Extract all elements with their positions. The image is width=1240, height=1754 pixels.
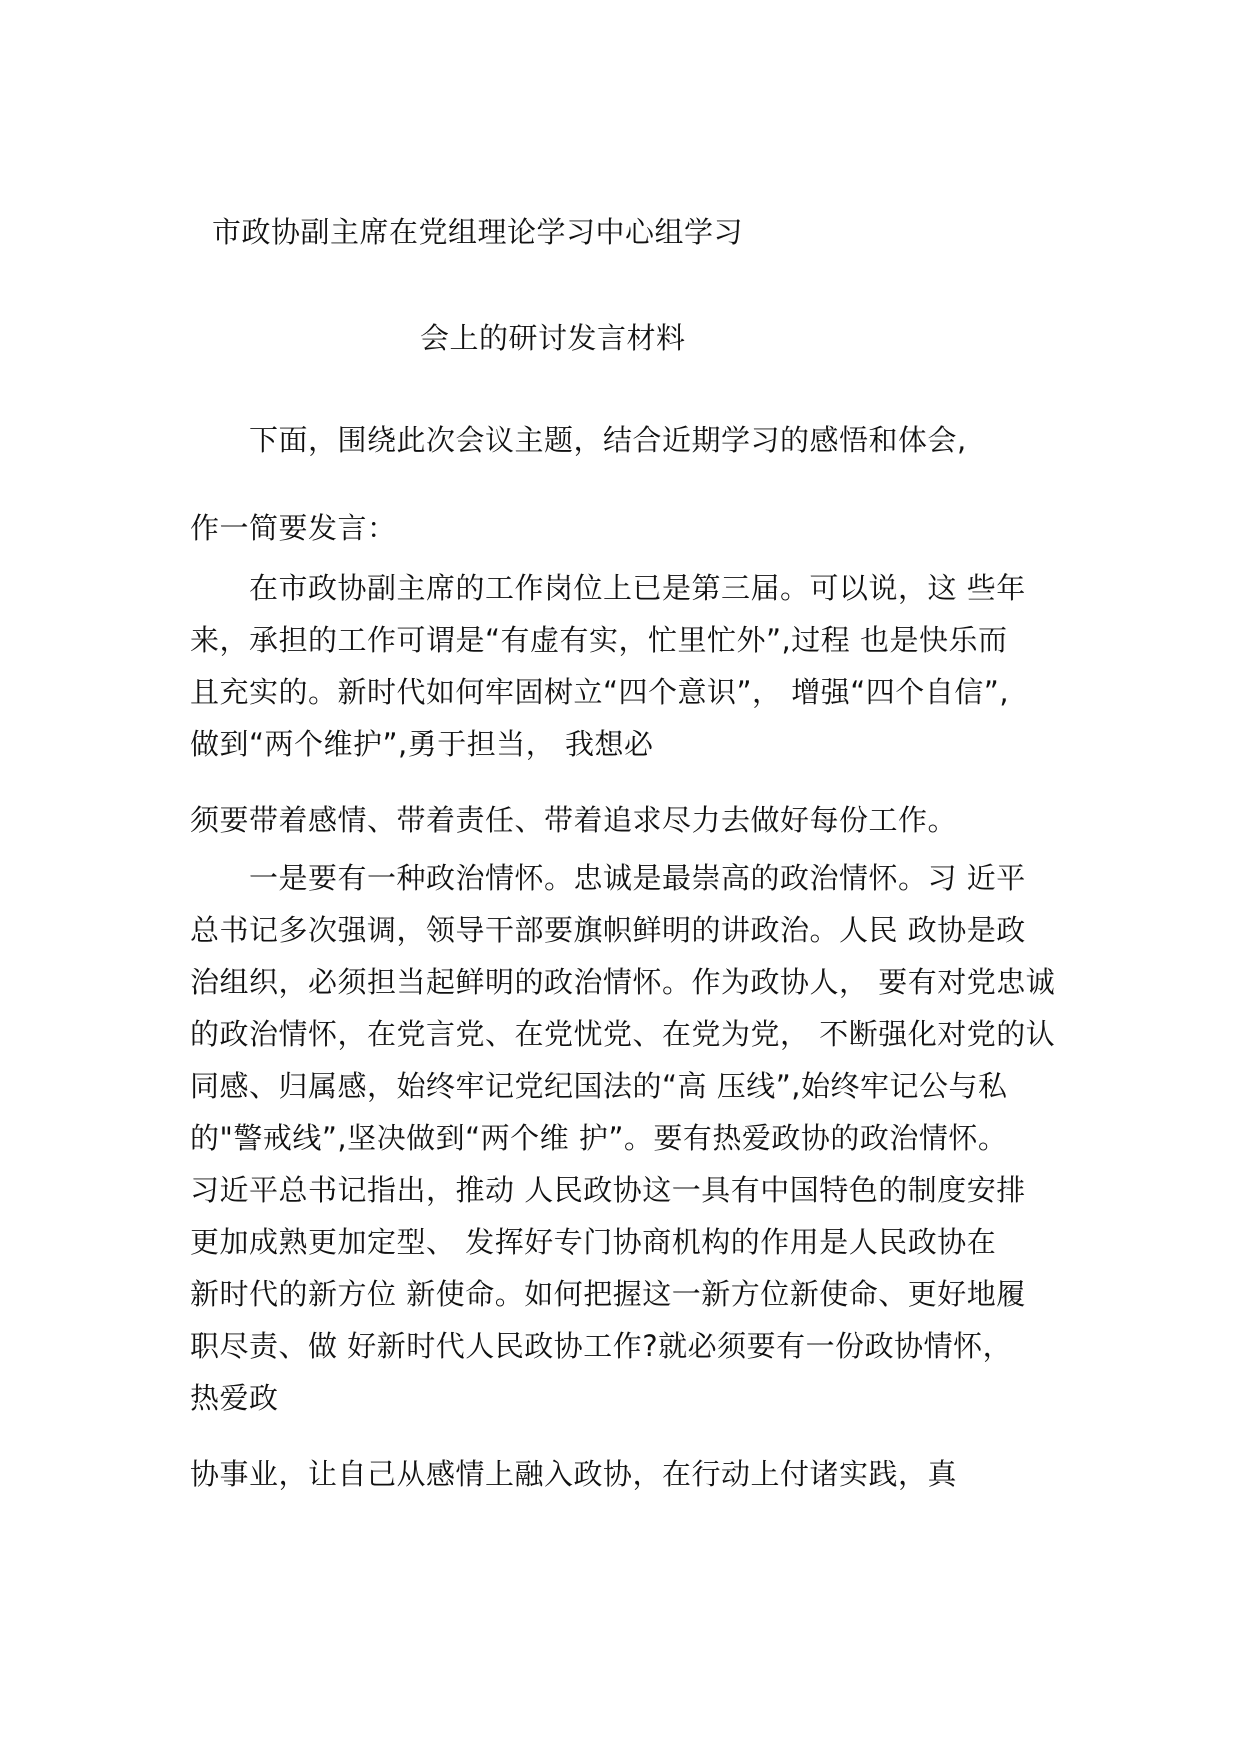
document-title-line-2: 会上的研讨发言材料: [420, 321, 686, 355]
body-line-8: 一是要有一种政治情怀。忠诚是最崇高的政治情怀。习 近平: [190, 861, 1026, 895]
body-line-4: 来，承担的工作可谓是“有虚有实，忙里忙外”,过程 也是快乐而: [190, 623, 1008, 657]
body-line-15: 更加成熟更加定型、 发挥好专门协商机构的作用是人民政协在: [190, 1225, 997, 1259]
body-line-17: 职尽责、做 好新时代人民政协工作?就必须要有一份政协情怀，: [190, 1329, 1013, 1363]
document-title-line-1: 市政协副主席在党组理论学习中心组学习: [212, 215, 744, 249]
body-line-3: 在市政协副主席的工作岗位上已是第三届。可以说，这 些年: [190, 571, 1026, 605]
body-line-6: 做到“两个维护”,勇于担当， 我想必: [190, 727, 654, 761]
body-line-7: 须要带着感情、带着责任、带着追求尽力去做好每份工作。: [190, 803, 958, 837]
body-line-16: 新时代的新方位 新使命。如何把握这一新方位新使命、更好地履: [190, 1277, 1026, 1311]
body-line-18: 热爱政: [190, 1381, 279, 1415]
body-line-5: 且充实的。新时代如何牢固树立“四个意识”， 增强“四个自信”,: [190, 675, 1010, 709]
body-line-19: 协事业，让自己从感情上融入政协，在行动上付诸实践，真: [190, 1457, 958, 1491]
body-line-12: 同感、归属感，始终牢记党纪国法的“高 压线”,始终牢记公与私: [190, 1069, 1008, 1103]
body-line-10: 治组织，必须担当起鲜明的政治情怀。作为政协人， 要有对党忠诚: [190, 965, 1056, 999]
body-line-14: 习近平总书记指出，推动 人民政协这一具有中国特色的制度安排: [190, 1173, 1026, 1207]
body-line-13: 的"警戒线”,坚决做到“两个维 护”。要有热爱政协的政治情怀。: [190, 1121, 1008, 1155]
body-line-11: 的政治情怀，在党言党、在党忧党、在党为党， 不断强化对党的认: [190, 1017, 1056, 1051]
body-line-9: 总书记多次强调，领导干部要旗帜鲜明的讲政治。人民 政协是政: [190, 913, 1026, 947]
body-line-2: 作一简要发言：: [190, 511, 397, 545]
body-line-1: 下面，围绕此次会议主题，结合近期学习的感悟和体会,: [190, 423, 967, 457]
